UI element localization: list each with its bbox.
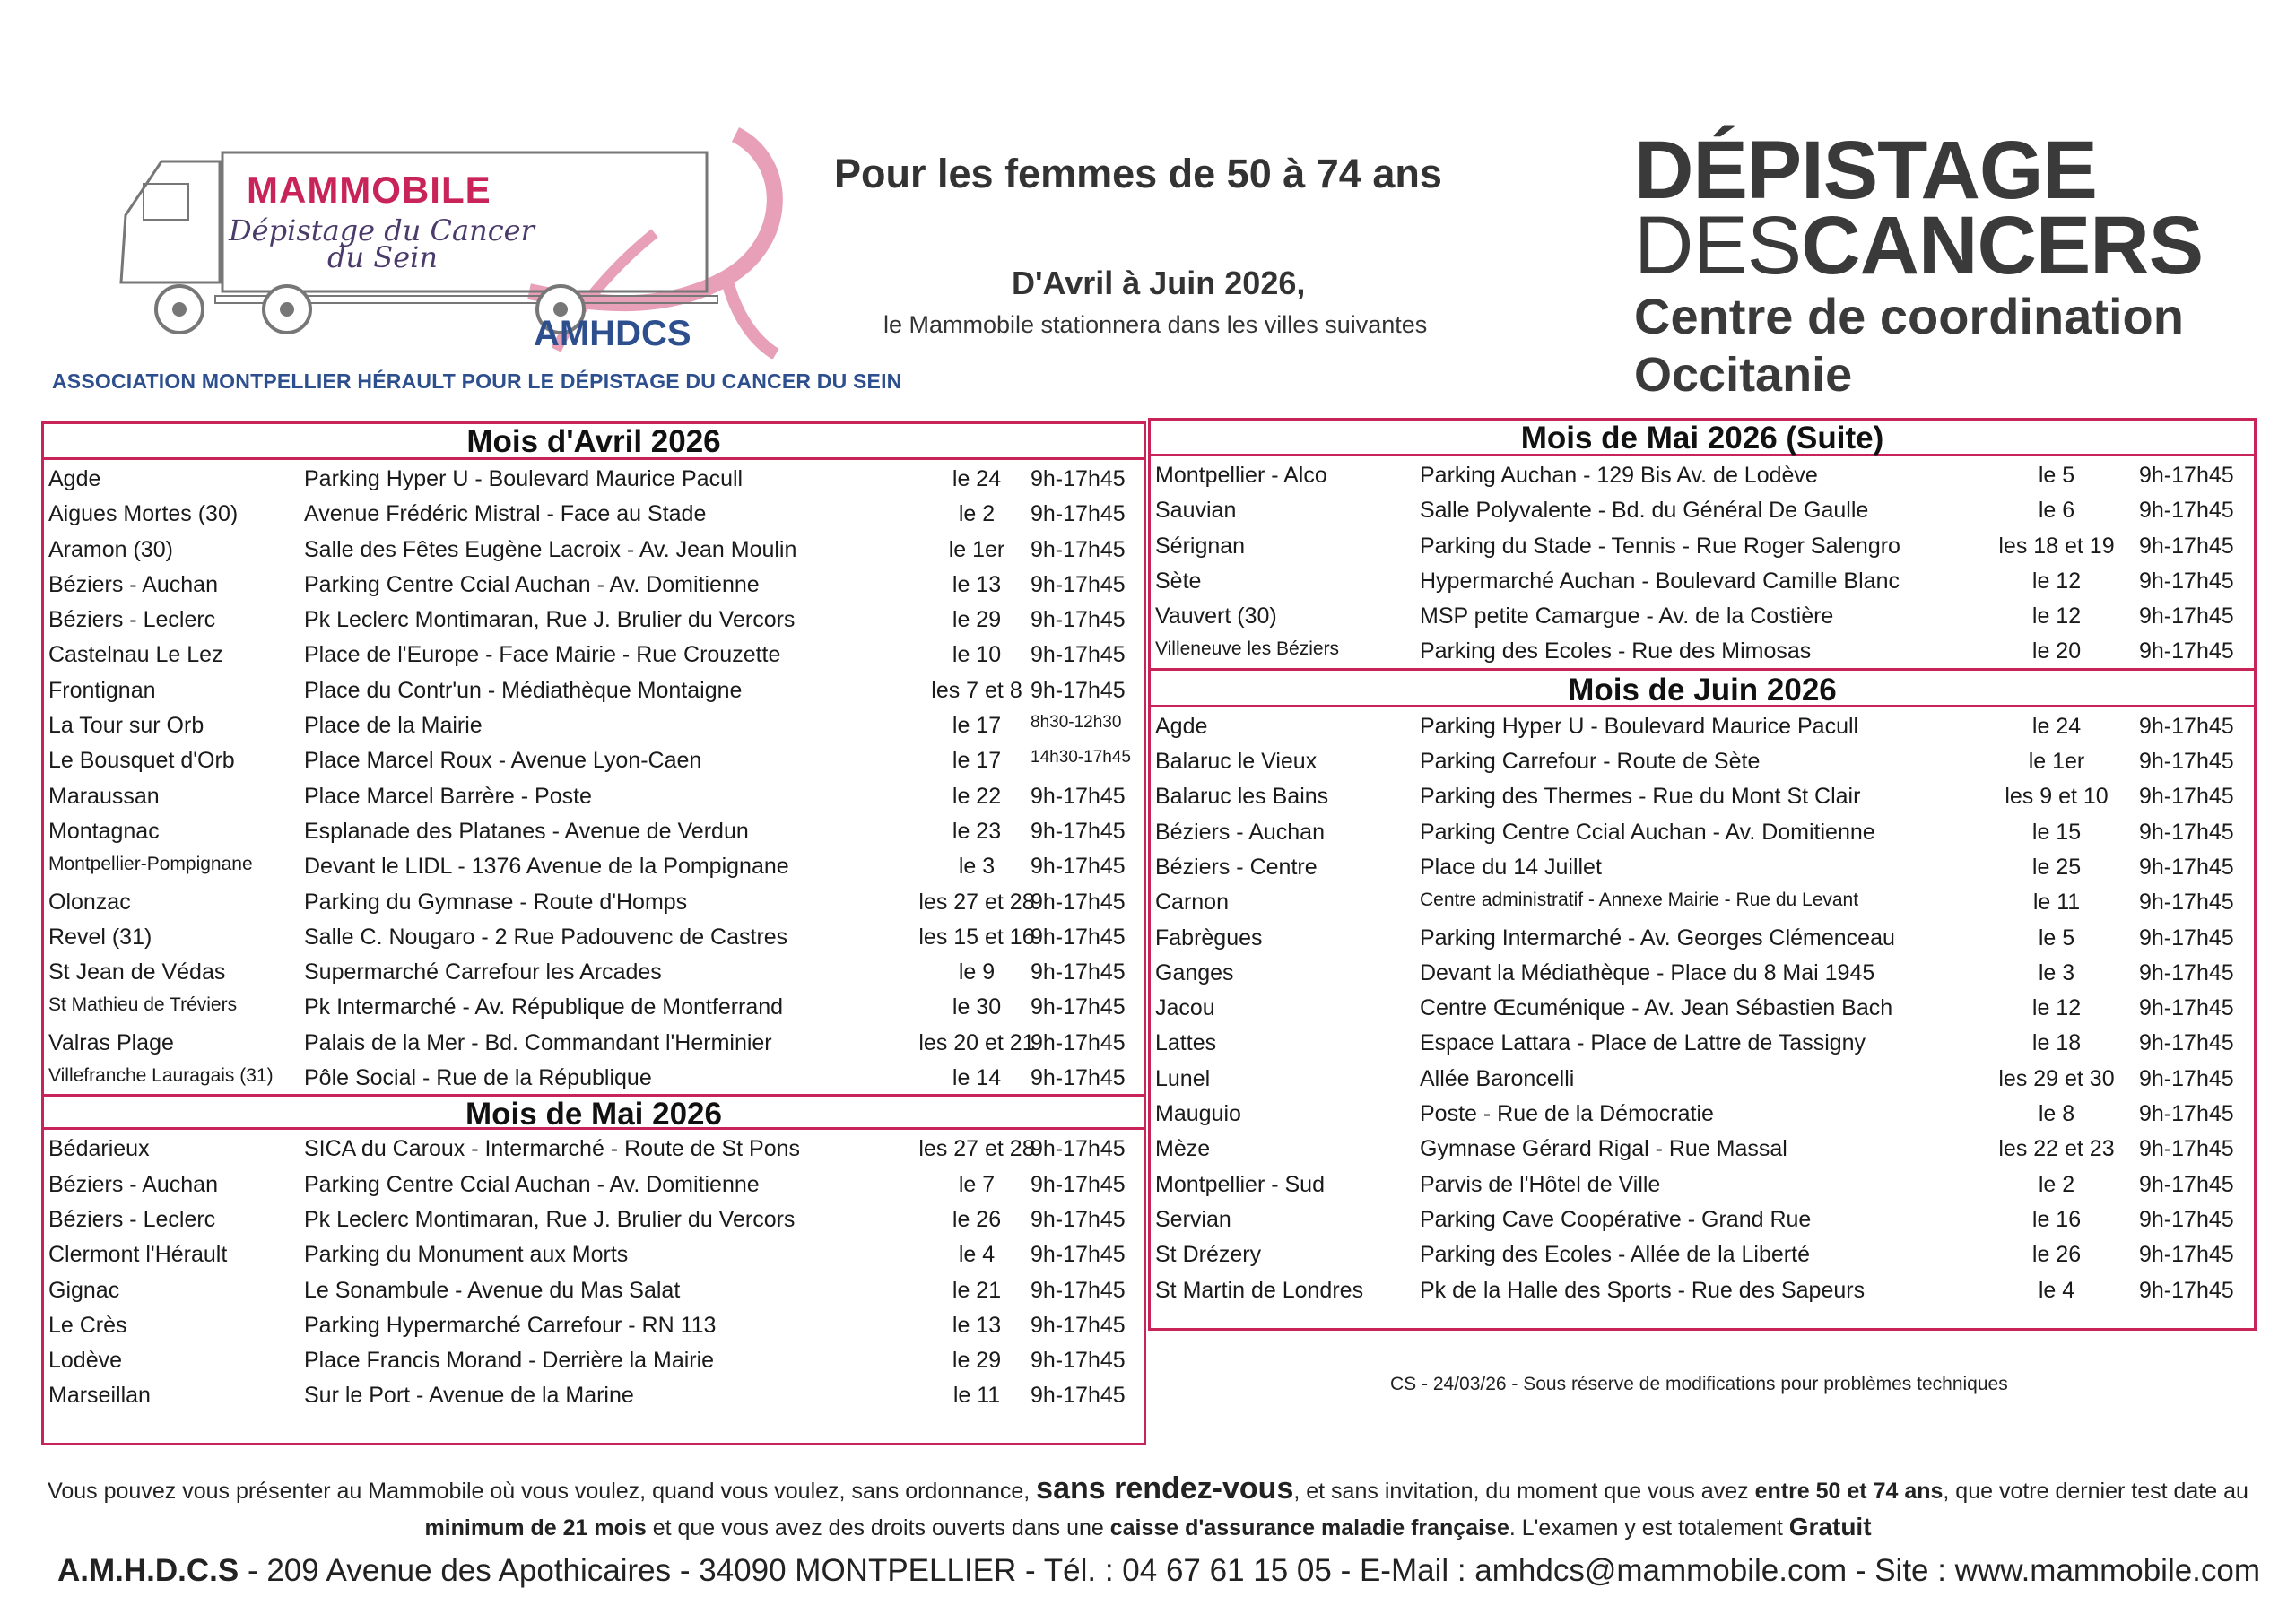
schedule-table-right [1148,418,2257,1331]
date-cell: les 27 et 28 [918,889,1035,915]
hours-cell: 9h-17h45 [2139,533,2234,559]
table-row [1151,1130,2254,1165]
date-cell: le 3 [2038,959,2075,985]
date-cell: le 4 [2038,1277,2075,1303]
hours-cell: 9h-17h45 [1031,642,1126,668]
table-row [44,636,1144,671]
schedule-table-left [41,421,1146,1445]
date-cell: le 29 [952,607,1002,633]
place-cell: Hypermarché Auchan - Boulevard Camille Blanc [1420,568,1900,594]
date-cell: le 7 [958,1171,996,1197]
hours-cell: 9h-17h45 [1031,924,1126,950]
date-cell: le 3 [958,854,996,880]
town-cell: La Tour sur Orb [48,713,204,739]
table-row [1151,707,2254,742]
place-cell: Pk Leclerc Montimaran, Rue J. Brulier du Vercors [304,607,796,633]
hours-cell: 9h-17h45 [1031,1065,1126,1091]
mammobile-logo [52,126,902,412]
table-row [1151,742,2254,777]
table-row [44,1306,1144,1341]
hours-cell: 9h-17h45 [2139,603,2234,629]
date-cell: les 29 et 30 [1998,1065,2115,1091]
hours-cell: 9h-17h45 [1031,607,1126,633]
table-row [44,707,1144,742]
town-cell: Gignac [48,1277,120,1303]
table-row [1151,1271,2254,1306]
place-cell: Pk Leclerc Montimaran, Rue J. Brulier du Vercors [304,1206,796,1232]
place-cell: Parking Auchan - 129 Bis Av. de Lodève [1420,463,1818,488]
date-cell: le 1er [2028,749,2085,775]
town-cell: Frontignan [48,677,156,703]
hours-cell: 9h-17h45 [2139,1136,2234,1162]
table-row [44,953,1144,988]
place-cell: Place Francis Morand - Derrière la Mairie [304,1348,715,1374]
logo-acronym: AMHDCS [534,314,691,353]
hours-cell: 9h-17h45 [1031,1242,1126,1268]
table-row [1151,632,2254,667]
table-row [44,1201,1144,1236]
town-cell: Servian [1155,1206,1231,1232]
hours-cell: 9h-17h45 [2139,1242,2234,1268]
date-cell: le 17 [952,748,1002,774]
place-cell: Pôle Social - Rue de la République [304,1065,652,1091]
town-cell: Mèze [1155,1136,1211,1162]
place-cell: Devant la Médiathèque - Place du 8 Mai 1945 [1420,959,1875,985]
address-name: A.M.H.D.C.S [57,1553,239,1588]
place-cell: MSP petite Camargue - Av. de la Costière [1420,603,1834,629]
hours-cell: 9h-17h45 [1031,571,1126,597]
place-cell: Place Marcel Roux - Avenue Lyon-Caen [304,748,702,774]
date-cell: le 1er [948,536,1005,562]
place-cell: Pk de la Halle des Sports - Rue des Sapeurs [1420,1277,1866,1303]
table-row [1151,1095,2254,1130]
table-row [44,672,1144,707]
place-cell: Salle C. Nougaro - 2 Rue Padouvenc de Castres [304,924,788,950]
place-cell: Parking des Thermes - Rue du Mont St Clair [1420,784,1861,810]
revision-note: CS - 24/03/26 - Sous réserve de modifications pour problèmes techniques [1390,1374,2008,1394]
hours-cell: 9h-17h45 [2139,1277,2234,1303]
place-cell: Place de l'Europe - Face Mairie - Rue Crouzette [304,642,781,668]
place-cell: Place de la Mairie [304,713,483,739]
brand-line-3: Centre de coordination [1634,288,2184,344]
date-cell: les 15 et 16 [918,924,1035,950]
date-cell: le 25 [2031,854,2082,880]
date-cell: le 21 [952,1277,1002,1303]
town-cell: Le Crès [48,1312,127,1338]
town-cell: Ganges [1155,959,1234,985]
town-cell: Balaruc les Bains [1155,784,1329,810]
date-cell: le 16 [2031,1206,2082,1232]
brand-line-2 [1634,200,2204,291]
date-cell: le 4 [958,1242,996,1268]
place-cell: Avenue Frédéric Mistral - Face au Stade [304,501,707,527]
town-cell: Lunel [1155,1065,1211,1091]
hours-cell: 9h-17h45 [1031,994,1126,1020]
town-cell: Montagnac [48,818,160,844]
date-cell: le 2 [2038,1171,2075,1197]
period-heading: D'Avril à Juin 2026, [1012,265,1306,301]
hours-cell: 9h-17h45 [2139,1101,2234,1127]
table-row [44,847,1144,882]
date-cell: le 30 [952,994,1002,1020]
table-row [1151,1024,2254,1059]
date-cell: le 9 [958,959,996,985]
town-cell: Carnon [1155,890,1229,916]
table-row [44,460,1144,495]
hours-cell: 9h-17h45 [2139,568,2234,594]
rows-juin [1151,707,2254,1306]
hours-cell: 9h-17h45 [2139,749,2234,775]
date-cell: le 6 [2038,498,2075,524]
brand-line-2b: CANCERS [1801,200,2204,291]
footer-paragraph [36,1471,2260,1546]
town-cell: Montpellier - Alco [1155,463,1327,488]
table-row [44,883,1144,918]
hours-cell: 9h-17h45 [1031,1383,1126,1409]
place-cell: Gymnase Gérard Rigal - Rue Massal [1420,1136,1787,1162]
town-cell: Béziers - Auchan [1155,819,1325,845]
hours-cell: 9h-17h45 [1031,854,1126,880]
place-cell: Parking Cave Coopérative - Grand Rue [1420,1206,1812,1232]
town-cell: Bédarieux [48,1136,150,1162]
section-title-avril: Mois d'Avril 2026 [44,424,1144,460]
hours-cell: 9h-17h45 [1031,501,1126,527]
date-cell: le 8 [2038,1101,2075,1127]
hours-cell: 9h-17h45 [2139,819,2234,845]
place-cell: Parking Centre Ccial Auchan - Av. Domitienne [1420,819,1875,845]
footer-text-3: , que votre dernier test date au [1943,1479,2248,1504]
table-row [1151,597,2254,632]
hours-cell: 9h-17h45 [1031,959,1126,985]
date-cell: le 24 [2031,713,2082,739]
town-cell: Sérignan [1155,533,1246,559]
town-cell: Villeneuve les Béziers [1155,638,1340,660]
date-cell: le 10 [952,642,1002,668]
place-cell: Parking Carrefour - Route de Sète [1420,749,1761,775]
place-cell: SICA du Caroux - Intermarché - Route de St Pons [304,1136,801,1162]
logo-subtitle-2: du Sein [327,240,438,274]
place-cell: Devant le LIDL - 1376 Avenue de la Pompignane [304,854,789,880]
table-row [44,1024,1144,1059]
town-cell: Aramon (30) [48,536,173,562]
town-cell: Aigues Mortes (30) [48,501,239,527]
town-cell: Castelnau Le Lez [48,642,223,668]
table-row [1151,848,2254,883]
table-row [1151,813,2254,848]
place-cell: Palais de la Mer - Bd. Commandant l'Herminier [304,1029,772,1055]
rows-avril [44,460,1144,1094]
hours-cell: 9h-17h45 [1031,1277,1126,1303]
town-cell: Le Bousquet d'Orb [48,748,235,774]
town-cell: Marseillan [48,1383,151,1409]
table-row [1151,883,2254,918]
place-cell: Salle des Fêtes Eugène Lacroix - Av. Jean Moulin [304,536,797,562]
town-cell: Sète [1155,568,1202,594]
town-cell: St Jean de Védas [48,959,226,985]
town-cell: Fabrègues [1155,924,1263,950]
date-cell: le 11 [2032,890,2081,916]
brand-line-4: Occitanie [1634,348,1853,402]
date-cell: le 22 [952,783,1002,809]
footer-text-2: , et sans invitation, du moment que vous avez [1293,1479,1749,1504]
town-cell: Agde [48,466,101,491]
date-cell: le 13 [952,571,1002,597]
table-row [44,1271,1144,1306]
town-cell: Maraussan [48,783,160,809]
audience-heading: Pour les femmes de 50 à 74 ans [834,151,1442,196]
brand-line-1: DÉPISTAGE [1634,125,2097,216]
table-row [44,918,1144,953]
table-row [44,988,1144,1023]
hours-cell: 14h30-17h45 [1031,748,1131,768]
place-cell: Salle Polyvalente - Bd. du Général De Gaulle [1420,498,1869,524]
hours-cell: 9h-17h45 [1031,1171,1126,1197]
town-cell: Béziers - Auchan [48,571,218,597]
date-cell: le 26 [2031,1242,2082,1268]
footer-text-4: et que vous avez des droits ouverts dans une [652,1515,1104,1541]
footer-text-1: Vous pouvez vous présenter au Mammobile où vous voulez, quand vous voulez, sans ordonnance, [48,1479,1031,1504]
place-cell: Allée Baroncelli [1420,1065,1575,1091]
contact-address [57,1553,2260,1589]
town-cell: Béziers - Leclerc [48,1206,216,1232]
date-cell: le 13 [952,1312,1002,1338]
association-name: ASSOCIATION MONTPELLIER HÉRAULT POUR LE DÉPISTAGE DU CANCER DU SEIN [52,369,902,393]
table-row [1151,1166,2254,1201]
table-row [1151,954,2254,989]
table-row [44,1130,1144,1165]
hours-cell: 9h-17h45 [1031,1312,1126,1338]
date-cell: le 11 [952,1383,1001,1409]
town-cell: St Drézery [1155,1242,1262,1268]
town-cell: Clermont l'Hérault [48,1242,228,1268]
table-row [1151,491,2254,526]
table-row [44,531,1144,566]
hours-cell: 9h-17h45 [1031,677,1126,703]
hours-cell: 9h-17h45 [1031,1206,1126,1232]
hours-cell: 9h-17h45 [2139,959,2234,985]
table-row [44,566,1144,601]
hours-cell: 9h-17h45 [1031,783,1126,809]
town-cell: Revel (31) [48,924,152,950]
town-cell: Vauvert (30) [1155,603,1277,629]
date-cell: le 12 [2031,568,2082,594]
date-cell: les 27 et 28 [918,1136,1035,1162]
place-cell: Pk Intermarché - Av. République de Montferrand [304,994,784,1020]
date-cell: le 18 [2031,1030,2082,1056]
town-cell: Valras Plage [48,1029,174,1055]
table-row [44,1166,1144,1201]
place-cell: Parking Hyper U - Boulevard Maurice Pacull [304,466,744,491]
place-cell: Parvis de l'Hôtel de Ville [1420,1171,1661,1197]
logo-title: MAMMOBILE [247,169,491,211]
table-row [44,601,1144,636]
table-row [1151,989,2254,1024]
town-cell: Sauvian [1155,498,1237,524]
table-row [44,812,1144,847]
table-row [1151,456,2254,491]
date-cell: les 7 et 8 [931,677,1022,703]
hours-cell: 9h-17h45 [2139,854,2234,880]
footer-bold-3: minimum de 21 mois [424,1515,647,1541]
date-cell: les 20 et 21 [918,1029,1035,1055]
town-cell: Lattes [1155,1030,1217,1056]
hours-cell: 9h-17h45 [2139,995,2234,1021]
table-row [1151,919,2254,954]
date-cell: le 2 [958,501,996,527]
table-row [44,495,1144,530]
place-cell: Parking des Ecoles - Allée de la Liberté [1420,1242,1810,1268]
footer-text-5: . L'examen y est totalement [1509,1515,1783,1541]
hours-cell: 9h-17h45 [2139,1206,2234,1232]
place-cell: Poste - Rue de la Démocratie [1420,1101,1714,1127]
hours-cell: 9h-17h45 [1031,1136,1126,1162]
hours-cell: 9h-17h45 [1031,889,1126,915]
place-cell: Parking Intermarché - Av. Georges Clémenceau [1420,924,1895,950]
footer-bold-4: caisse d'assurance maladie française [1109,1515,1509,1541]
hours-cell: 9h-17h45 [2139,638,2234,664]
town-cell: Montpellier - Sud [1155,1171,1325,1197]
table-row [1151,1060,2254,1095]
place-cell: Parking Hyper U - Boulevard Maurice Pacull [1420,713,1859,739]
town-cell: St Mathieu de Tréviers [48,994,238,1016]
section-title-juin: Mois de Juin 2026 [1151,668,2254,707]
town-cell: Olonzac [48,889,131,915]
hours-cell: 9h-17h45 [1031,466,1126,491]
date-cell: les 18 et 19 [1998,533,2115,559]
hours-cell: 9h-17h45 [2139,1171,2234,1197]
footer-bold-2: entre 50 et 74 ans [1754,1479,1944,1504]
logo-subtitle: Dépistage du Cancer [229,213,535,247]
town-cell: Montpellier-Pompignane [48,854,253,875]
rows-mai [44,1130,1144,1411]
place-cell: Parking du Monument aux Morts [304,1242,629,1268]
rows-mai-suite [1151,456,2254,668]
place-cell: Parking des Ecoles - Rue des Mimosas [1420,638,1812,664]
place-cell: Supermarché Carrefour les Arcades [304,959,662,985]
date-cell: le 15 [2031,819,2082,845]
table-row [44,1376,1144,1411]
hours-cell: 9h-17h45 [2139,890,2234,916]
place-cell: Place du Contr'un - Médiathèque Montaigne [304,677,743,703]
date-cell: le 23 [952,818,1002,844]
footer-bold-1: sans rendez-vous [1036,1471,1294,1506]
table-row [44,1236,1144,1271]
place-cell: Espace Lattara - Place de Lattre de Tassigny [1420,1030,1866,1056]
table-row [1151,562,2254,597]
place-cell: Esplanade des Platanes - Avenue de Verdun [304,818,749,844]
place-cell: Place Marcel Barrère - Poste [304,783,592,809]
date-cell: les 22 et 23 [1998,1136,2115,1162]
town-cell: Mauguio [1155,1101,1241,1127]
hours-cell: 9h-17h45 [1031,818,1126,844]
date-cell: le 14 [952,1065,1002,1091]
date-cell: le 12 [2031,603,2082,629]
place-cell: Sur le Port - Avenue de la Marine [304,1383,634,1409]
date-cell: le 29 [952,1348,1002,1374]
place-cell: Centre administratif - Annexe Mairie - Rue du Levant [1420,890,1859,911]
place-cell: Parking du Gymnase - Route d'Homps [304,889,688,915]
hours-cell: 9h-17h45 [2139,924,2234,950]
town-cell: Balaruc le Vieux [1155,749,1318,775]
town-cell: Béziers - Leclerc [48,607,216,633]
date-cell: le 5 [2038,463,2075,488]
date-cell: le 17 [952,713,1002,739]
date-cell: le 5 [2038,924,2075,950]
town-cell: Jacou [1155,995,1215,1021]
table-row [44,1341,1144,1376]
town-cell: Villefranche Lauragais (31) [48,1065,274,1087]
town-cell: Béziers - Auchan [48,1171,218,1197]
town-cell: Lodève [48,1348,123,1374]
footer-bold-5: Gratuit [1788,1513,1872,1541]
table-row [1151,1201,2254,1236]
place-cell: Parking Centre Ccial Auchan - Av. Domitienne [304,571,760,597]
table-row [1151,777,2254,812]
town-cell: St Martin de Londres [1155,1277,1364,1303]
section-title-mai-suite: Mois de Mai 2026 (Suite) [1151,421,2254,456]
place-cell: Place du 14 Juillet [1420,854,1602,880]
hours-cell: 8h30-12h30 [1031,713,1122,733]
place-cell: Parking du Stade - Tennis - Rue Roger Salengro [1420,533,1900,559]
depistage-brand [1634,125,2204,402]
hours-cell: 9h-17h45 [1031,1029,1126,1055]
table-row [44,1059,1144,1094]
hours-cell: 9h-17h45 [2139,498,2234,524]
town-cell: Béziers - Centre [1155,854,1318,880]
date-cell: les 9 et 10 [2005,784,2109,810]
period-description: le Mammobile stationnera dans les villes suivantes [883,311,1428,338]
table-row [1151,1236,2254,1271]
hours-cell: 9h-17h45 [2139,784,2234,810]
date-cell: le 20 [2031,638,2082,664]
section-title-mai: Mois de Mai 2026 [44,1094,1144,1130]
address-details: - 209 Avenue des Apothicaires - 34090 MONTPELLIER - Tél. : 04 67 61 15 05 - E-Mail : amhdcs@mammobile.com - Site : www.mammobile.com [239,1553,2261,1588]
table-row [44,777,1144,812]
hours-cell: 9h-17h45 [2139,713,2234,739]
hours-cell: 9h-17h45 [1031,536,1126,562]
hours-cell: 9h-17h45 [1031,1348,1126,1374]
place-cell: Le Sonambule - Avenue du Mas Salat [304,1277,681,1303]
date-cell: le 12 [2031,995,2082,1021]
date-cell: le 24 [952,466,1002,491]
brand-line-2a: DES [1634,200,1802,291]
date-cell: le 26 [952,1206,1002,1232]
hours-cell: 9h-17h45 [2139,1030,2234,1056]
hours-cell: 9h-17h45 [2139,463,2234,488]
table-row [44,742,1144,777]
table-row [1151,527,2254,562]
town-cell: Agde [1155,713,1208,739]
place-cell: Parking Centre Ccial Auchan - Av. Domitienne [304,1171,760,1197]
hours-cell: 9h-17h45 [2139,1065,2234,1091]
place-cell: Parking Hypermarché Carrefour - RN 113 [304,1312,717,1338]
place-cell: Centre Œcuménique - Av. Jean Sébastien Bach [1420,995,1893,1021]
